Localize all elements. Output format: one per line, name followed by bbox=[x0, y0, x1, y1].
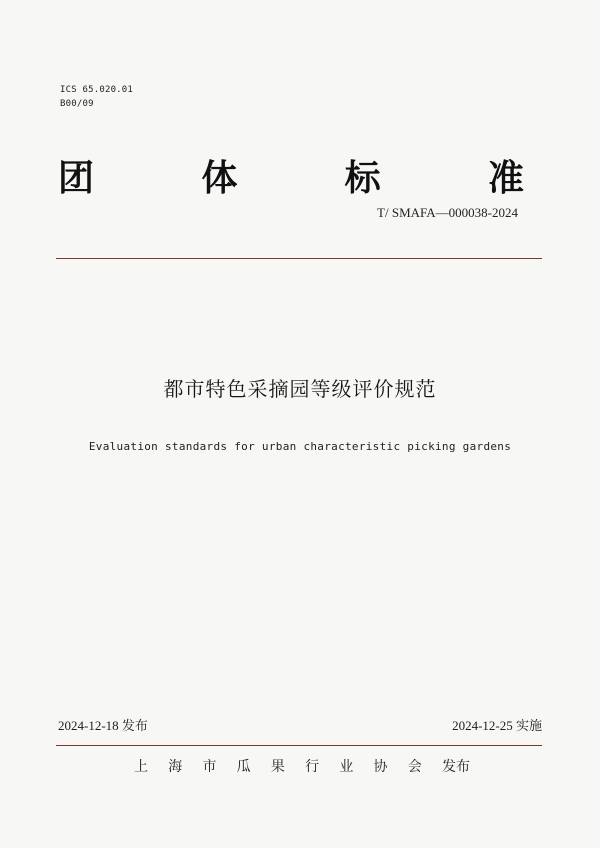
standard-type-heading bbox=[58, 152, 524, 198]
issuer-char: 瓜 bbox=[236, 759, 251, 775]
top-divider bbox=[56, 258, 542, 259]
issuer-char: 上 bbox=[134, 759, 148, 775]
issuer-char: 会 bbox=[407, 759, 422, 775]
implementation-date: 2024-12-25 实施 bbox=[452, 718, 542, 733]
standard-type-char: 团 bbox=[58, 157, 95, 199]
issuer-char: 海 bbox=[168, 759, 183, 775]
issuer-line bbox=[134, 756, 470, 776]
bottom-divider bbox=[56, 745, 542, 746]
publish-date: 2024-12-18 发布 bbox=[58, 718, 148, 733]
ics-code: ICS 65.020.01 bbox=[60, 85, 134, 95]
title-english: Evaluation standards for urban characteristic picking gardens bbox=[88, 440, 512, 453]
issuer-char: 市 bbox=[202, 759, 217, 775]
issuer-char: 果 bbox=[270, 759, 285, 775]
issuer-char: 业 bbox=[339, 759, 354, 775]
standard-type-char: 准 bbox=[487, 157, 524, 199]
standard-type-char: 标 bbox=[344, 157, 381, 199]
title-chinese: 都市特色采摘园等级评价规范 bbox=[163, 377, 437, 401]
ccs-code: B00/09 bbox=[60, 99, 94, 109]
issuer-char: 行 bbox=[305, 759, 320, 775]
standard-type-char: 体 bbox=[201, 157, 238, 199]
issuer-suffix: 发布 bbox=[441, 759, 470, 775]
issuer-char: 协 bbox=[373, 759, 388, 775]
standard-number: T/ SMAFA—000038-2024 bbox=[377, 205, 518, 220]
